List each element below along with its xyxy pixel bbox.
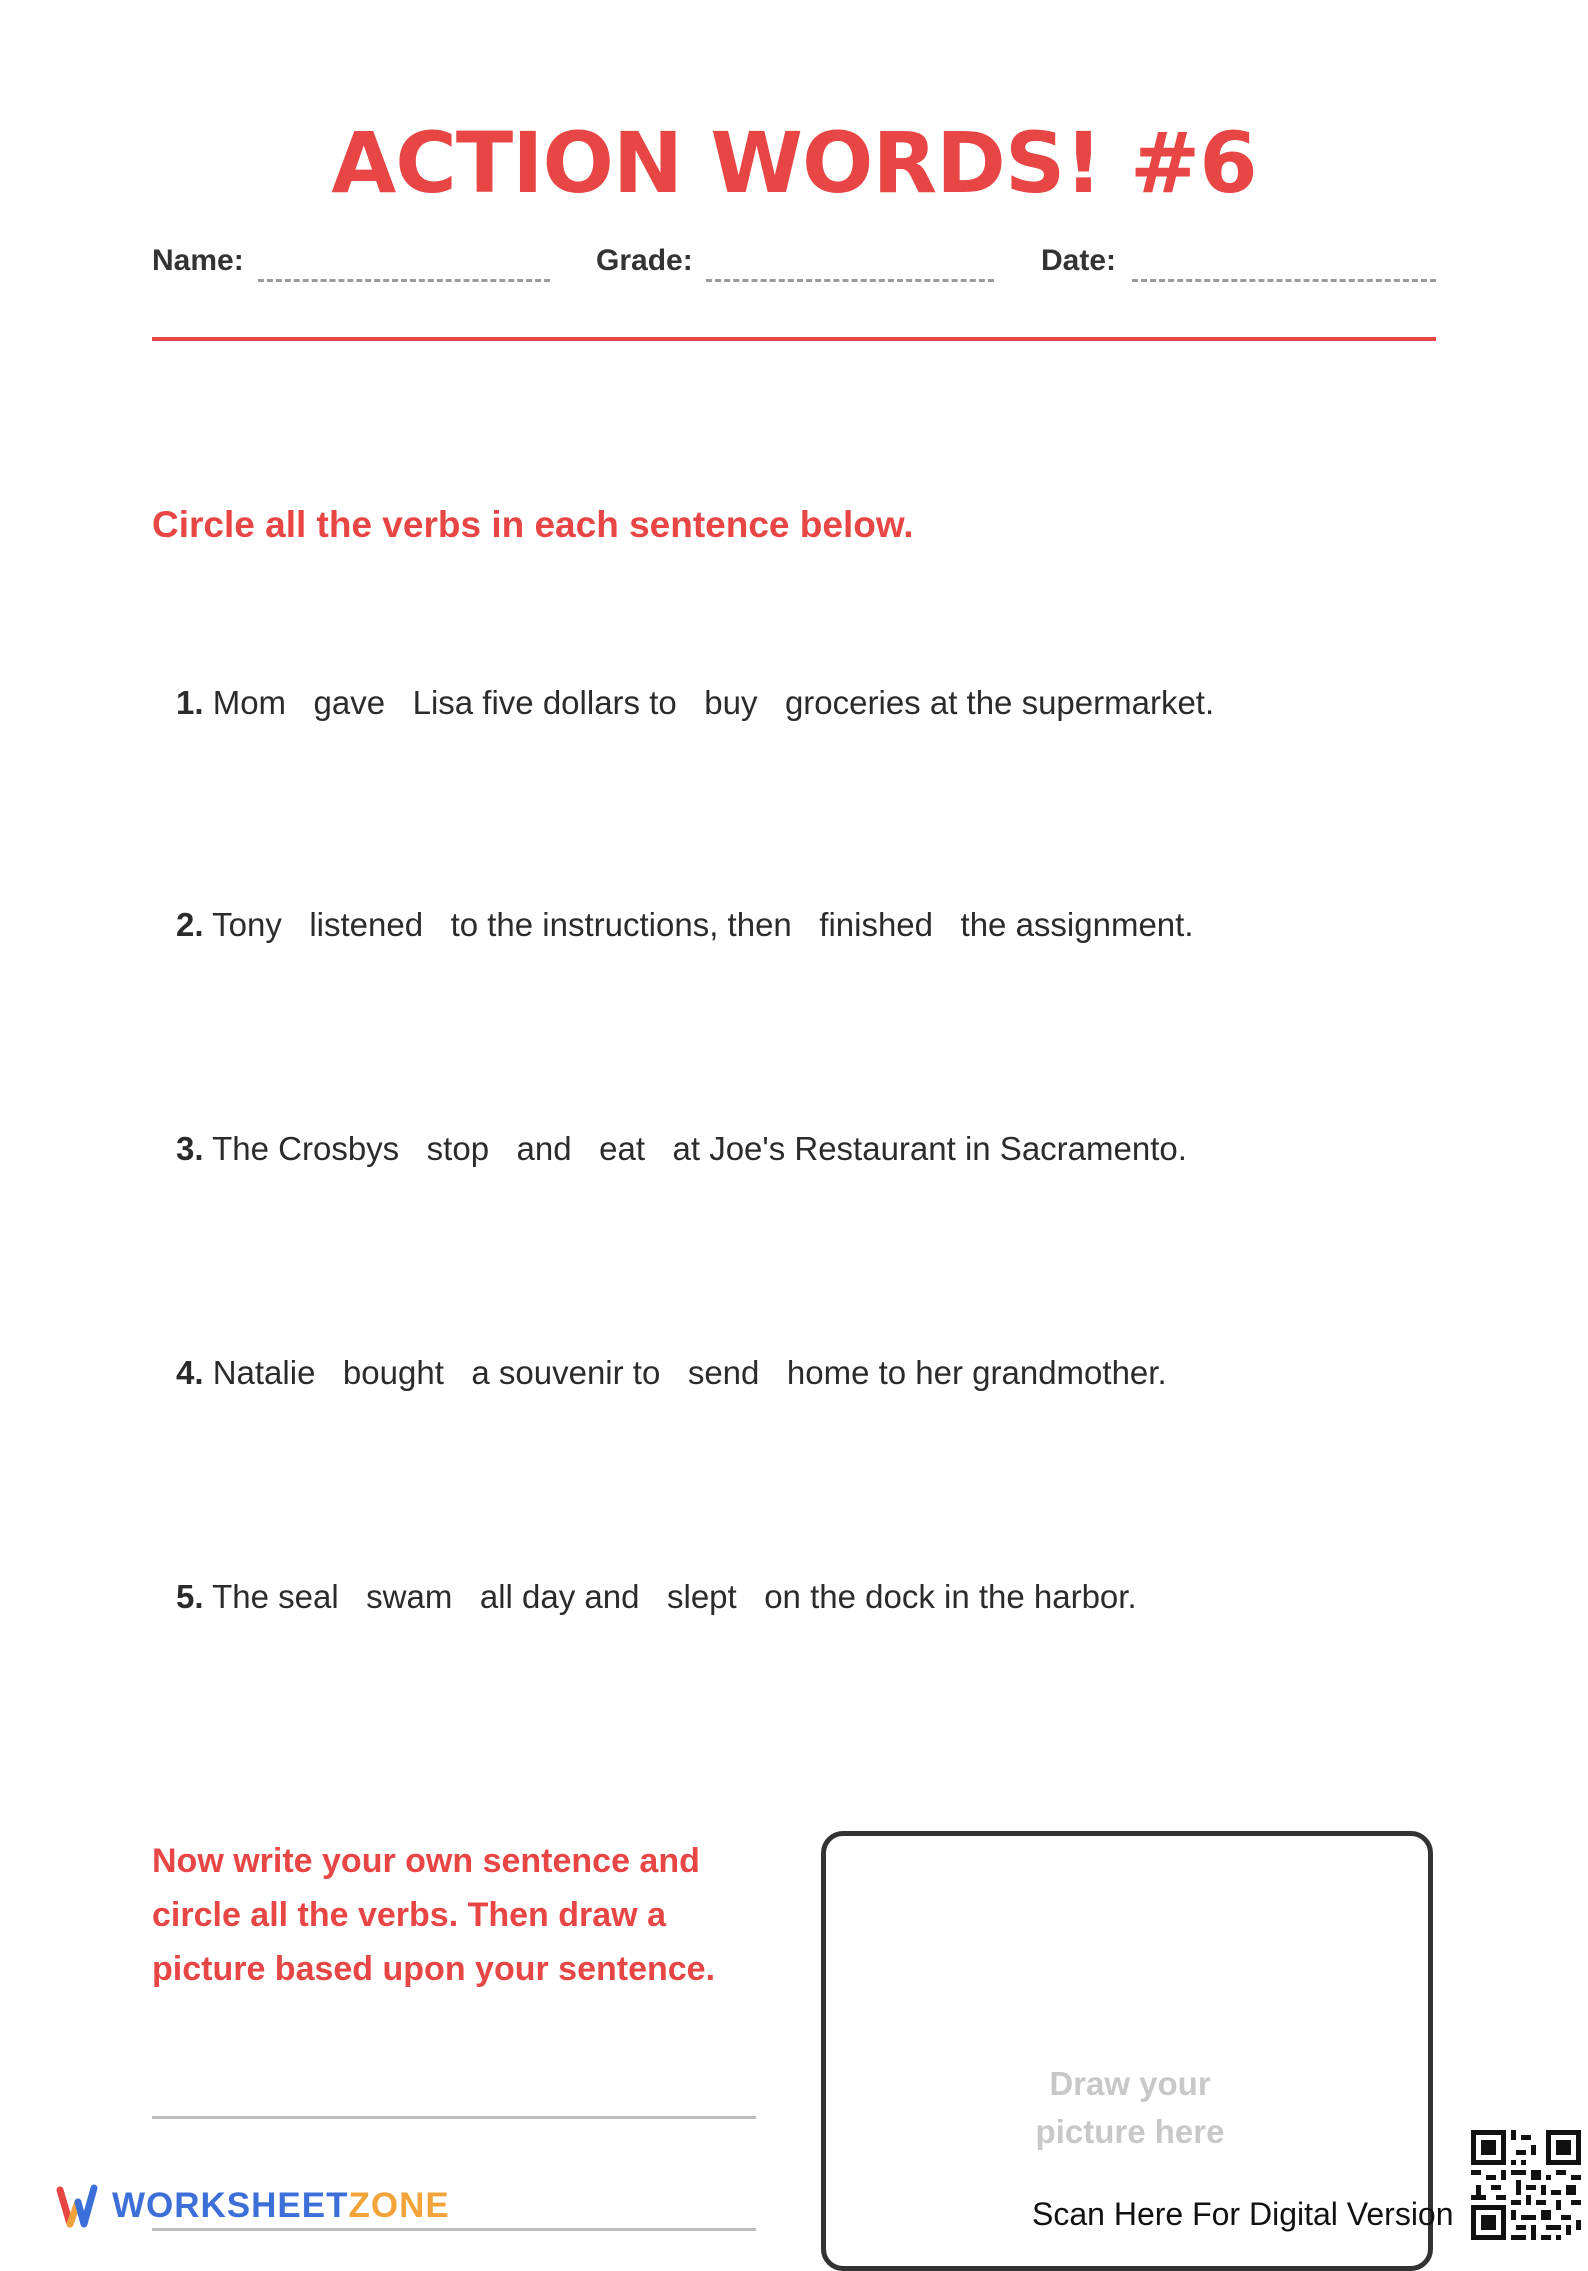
grade-label: Grade: (596, 244, 693, 277)
sentence-number: 3. (176, 1130, 204, 1167)
sentence-number: 4. (176, 1354, 204, 1391)
sentence-text: Mom gave Lisa five dollars to buy groceries at the supermarket. (212, 684, 1215, 721)
sentence-3 (176, 1130, 1187, 1168)
worksheet-title: ACTION WORDS! #6 (331, 114, 1257, 212)
sentence-number: 5. (176, 1578, 204, 1615)
prompt-line: Now write your own sentence and (152, 1842, 700, 1880)
prompt-line: circle all the verbs. Then draw a (152, 1896, 666, 1934)
scan-text: Scan Here For Digital Version (1032, 2196, 1454, 2232)
sentence-number: 2. (176, 906, 204, 943)
grade-blank[interactable] (706, 279, 994, 282)
writing-line[interactable] (152, 2116, 756, 2119)
sentence-number: 1. (176, 684, 204, 721)
sentence-text: The Crosbys stop and eat at Joe's Restaurant in Sacramento. (212, 1130, 1187, 1167)
sentence-text: The seal swam all day and slept on the dock in the harbor. (212, 1578, 1137, 1615)
worksheetzone-logo-icon (56, 2182, 98, 2230)
qr-code-icon[interactable] (1471, 2130, 1581, 2240)
date-label: Date: (1041, 244, 1117, 277)
sentence-2 (176, 906, 1194, 944)
sentence-text: Natalie bought a souvenir to send home to her grandmother. (212, 1354, 1167, 1391)
sentence-1 (176, 684, 1214, 722)
hint-line: picture here (1035, 2113, 1225, 2150)
brand-logo (56, 2182, 450, 2230)
name-label: Name: (152, 244, 244, 277)
sentence-4 (176, 1354, 1167, 1392)
hint-line: Draw your (1049, 2065, 1211, 2102)
header-divider (152, 337, 1436, 341)
date-blank[interactable] (1132, 279, 1436, 282)
brand-name (112, 2186, 450, 2226)
instruction-text: Circle all the verbs in each sentence below. (152, 504, 914, 545)
sentence-5 (176, 1578, 1137, 1616)
drawing-hint (1000, 2060, 1260, 2156)
brand-part-zone: ZONE (348, 2186, 450, 2225)
name-blank[interactable] (258, 279, 550, 282)
prompt-line: picture based upon your sentence. (152, 1950, 716, 1988)
brand-part-worksheet: WORKSHEET (112, 2186, 349, 2225)
sentence-text: Tony listened to the instructions, then finished the assignment. (212, 906, 1194, 943)
writing-prompt (152, 1834, 792, 1996)
